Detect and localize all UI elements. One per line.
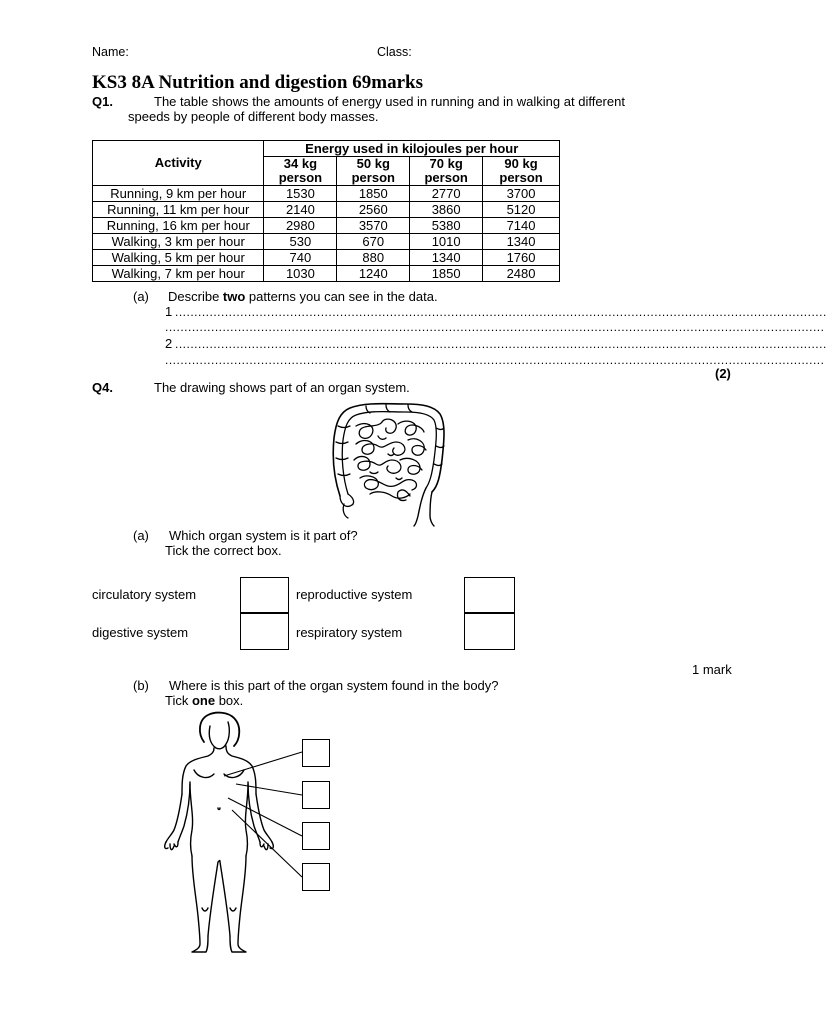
- name-label: Name:: [92, 45, 129, 59]
- table-cell: Running, 9 km per hour: [93, 186, 264, 202]
- q4a-label: (a): [133, 528, 149, 543]
- mass-header-50kg: 50 kg person: [337, 157, 410, 186]
- table-cell: Walking, 5 km per hour: [93, 250, 264, 266]
- table-cell: Running, 16 km per hour: [93, 218, 264, 234]
- answer-line-1-number: 1: [165, 304, 173, 319]
- table-cell: 1240: [337, 266, 410, 282]
- table-cell: 1340: [410, 250, 483, 266]
- answer-line-2-number: 2: [165, 336, 173, 351]
- q4a-question: Which organ system is it part of?: [169, 528, 358, 543]
- table-cell: Walking, 7 km per hour: [93, 266, 264, 282]
- q4-number: Q4.: [92, 380, 113, 395]
- table-cell: 2480: [483, 266, 560, 282]
- q4b-instruction: Tick one box.: [165, 693, 244, 708]
- q1-intro-line1: The table shows the amounts of energy used in running and in walking at different: [154, 94, 625, 109]
- mass-header-70kg: 70 kg person: [410, 157, 483, 186]
- q4a-instruction: Tick the correct box.: [165, 543, 282, 558]
- table-cell: 1850: [410, 266, 483, 282]
- table-cell: 670: [337, 234, 410, 250]
- table-cell: 2980: [264, 218, 337, 234]
- table-cell: 7140: [483, 218, 560, 234]
- option-circulatory-label: circulatory system: [92, 587, 197, 602]
- option-reproductive-label: reproductive system: [296, 587, 413, 602]
- option-digestive-label: digestive system: [92, 625, 189, 640]
- table-cell: 1850: [337, 186, 410, 202]
- q1a-question: Describe two patterns you can see in the data.: [168, 289, 438, 304]
- table-cell: 1030: [264, 266, 337, 282]
- table-cell: 2770: [410, 186, 483, 202]
- q4-intro: The drawing shows part of an organ system.: [154, 380, 410, 395]
- answer-line-2[interactable]: ..........................................................................................................................................................................: [175, 337, 827, 351]
- table-cell: 880: [337, 250, 410, 266]
- table-cell: Running, 11 km per hour: [93, 202, 264, 218]
- table-cell: 530: [264, 234, 337, 250]
- table-cell: 3700: [483, 186, 560, 202]
- table-cell: 3570: [337, 218, 410, 234]
- table-cell: 3860: [410, 202, 483, 218]
- table-cell: Walking, 3 km per hour: [93, 234, 264, 250]
- q1a-label: (a): [133, 289, 149, 304]
- table-cell: 1010: [410, 234, 483, 250]
- activity-header: Activity: [93, 141, 264, 186]
- option-respiratory-label: respiratory system: [296, 625, 403, 640]
- body-tick-box-2[interactable]: [302, 781, 330, 809]
- pointer-line-2: [236, 784, 302, 795]
- mass-header-34kg: 34 kg person: [264, 157, 337, 186]
- table-cell: 5120: [483, 202, 560, 218]
- energy-header: Energy used in kilojoules per hour: [264, 141, 560, 157]
- mass-header-90kg: 90 kg person: [483, 157, 560, 186]
- page-title: KS3 8A Nutrition and digestion 69marks: [92, 72, 423, 93]
- answer-line-1[interactable]: ..........................................................................................................................................................................: [175, 305, 827, 319]
- q1-number: Q1.: [92, 94, 113, 109]
- body-tick-box-3[interactable]: [302, 822, 330, 850]
- table-cell: 1760: [483, 250, 560, 266]
- body-tick-box-1[interactable]: [302, 739, 330, 767]
- body-tick-box-4[interactable]: [302, 863, 330, 891]
- q1-marks: (2): [715, 366, 731, 381]
- table-cell: 740: [264, 250, 337, 266]
- answer-line-2-continued[interactable]: ............................................................................................................................................................................: [165, 353, 825, 367]
- table-cell: 1530: [264, 186, 337, 202]
- table-cell: 1340: [483, 234, 560, 250]
- table-cell: 2560: [337, 202, 410, 218]
- table-cell: 2140: [264, 202, 337, 218]
- q1-intro-line2: speeds by people of different body masses.: [128, 109, 379, 124]
- pointer-line-4: [232, 810, 302, 877]
- answer-line-1-continued[interactable]: ............................................................................................................................................................................: [165, 320, 825, 334]
- table-cell: 5380: [410, 218, 483, 234]
- pointer-line-1: [224, 752, 302, 776]
- q4a-marks: 1 mark: [692, 662, 732, 677]
- q4b-label: (b): [133, 678, 149, 693]
- class-label: Class:: [377, 45, 412, 59]
- q4b-question: Where is this part of the organ system found in the body?: [169, 678, 499, 693]
